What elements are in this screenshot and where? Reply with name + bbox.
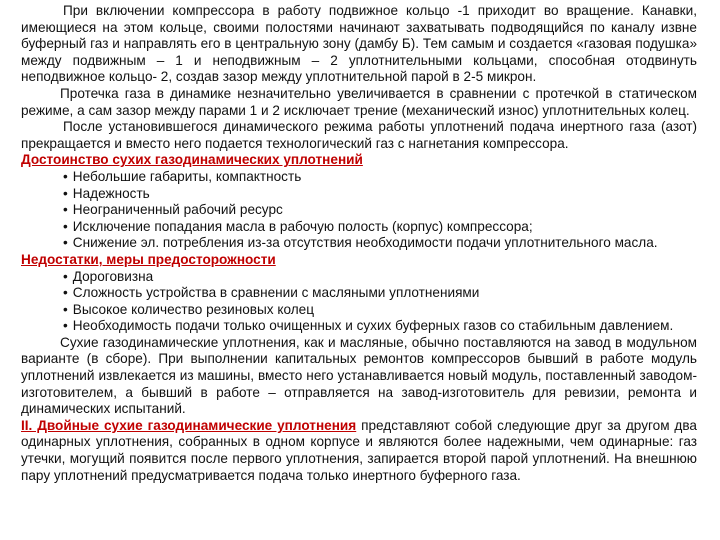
disadvantages-item: • Необходимость подачи только очищенных и сухих буферных газов со стабильным давлением. <box>63 318 697 335</box>
advantages-item: • Снижение эл. потребления из-за отсутствия необходимости подачи уплотнительного масла. <box>63 235 697 252</box>
paragraph-gas-leak: Протечка газа в динамике незначительно увеличивается в сравнении с протечкой в статическом режиме, а сам зазор между парами 1 и 2 исключает трение (механический износ) уплотнительных колец. <box>21 85 697 118</box>
disadvantages-item: • Высокое количество резиновых колец <box>63 302 697 319</box>
advantages-item: • Неограниченный рабочий ресурс <box>63 202 697 219</box>
disadvantages-list <box>21 269 697 335</box>
paragraph-compressor-start: При включении компрессора в работу подвижное кольцо -1 приходит во вращение. Канавки, имеющиеся на этом кольце, своими полостями начинают захватывать подводящийся по каналу извне буферный газ и направлять его в центральную зону (дамбу Б). Тем самым и создается «газовая подушка» между подвижным – 1 и неподвижным – 2 уплотнительными кольцами, способная отодвинуть неподвижное кольцо- 2, создав зазор между уплотнительной парой в 2-5 микрон. <box>21 3 697 85</box>
disadvantages-heading: Недостатки, меры предосторожности <box>21 251 276 267</box>
paragraph-modules: Сухие газодинамические уплотнения, как и масляные, обычно поставляются на завод в модульном варианте (в сборе). При выполнении капитальных ремонтов компрессоров бывший в работе модуль уплотнений извлекается из машины, вместо него устанавливается новый модуль, поставленный заводом-изготовителем, а бывший в работе – отправляется на завод-изготовитель для ревизии, ремонта и динамических испытаний. <box>21 334 697 417</box>
advantages-item: • Небольшие габариты, компактность <box>63 169 697 186</box>
disadvantages-item: • Сложность устройства в сравнении с масляными уплотнениями <box>63 285 697 302</box>
paragraph-double-seals <box>21 418 697 484</box>
advantages-list <box>21 169 697 252</box>
advantages-item: • Надежность <box>63 186 697 203</box>
advantages-heading: Достоинство сухих газодинамических уплотнений <box>21 152 363 168</box>
section2-text: представляют собой следующие друг за другом два одинарных уплотнения, собранных в одном корпусе и являются более надежными, чем одинарные: газ утечки, могущий появится после первого уплотнения, запирается второй парой уплотнений. На внешнюю пару уплотнений предусматривается подача только инертного буферного газа. <box>21 417 697 483</box>
advantages-item: • Исключение попадания масла в рабочую полость (корпус) компрессора; <box>63 219 697 236</box>
disadvantages-item: • Дороговизна <box>63 269 697 286</box>
document-page <box>21 3 697 484</box>
section2-heading: II. Двойные сухие газодинамические уплотнения <box>21 417 357 433</box>
paragraph-dynamic-mode: После установившегося динамического режима работы уплотнений подача инертного газа (азот) прекращается и вместо него подается технологический газ с нагнетания компрессора. <box>21 119 697 151</box>
